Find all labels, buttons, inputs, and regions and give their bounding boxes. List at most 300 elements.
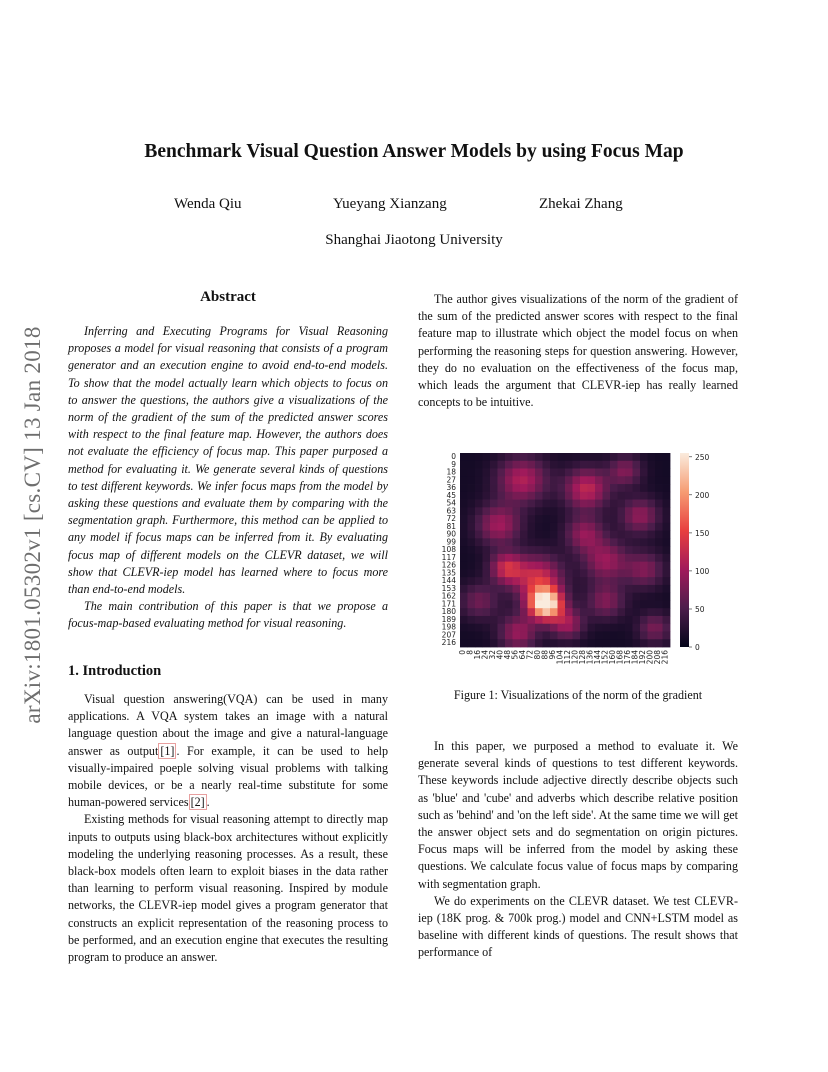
heatmap-cell [663,554,671,562]
heatmap-cell [535,531,543,539]
heatmap-cell [490,507,498,515]
heatmap-cell [565,562,573,570]
heatmap-cell [588,500,596,508]
x-tick-label: 144 [593,650,602,664]
heatmap-cell [498,523,506,531]
heatmap-cell [633,577,641,585]
heatmap-cell [460,461,468,469]
heatmap-cell [610,461,618,469]
x-tick-label: 88 [540,650,550,660]
heatmap-cell [603,476,611,484]
heatmap-cell [468,616,476,624]
heatmap-cell [498,461,506,469]
heatmap-cell [505,538,513,546]
heatmap-cell [648,507,656,515]
heatmap-cell [528,585,536,593]
heatmap-cell [498,624,506,632]
heatmap-cell [468,515,476,523]
heatmap-cell [513,523,521,531]
x-tick-label: 208 [653,650,662,664]
heatmap-cell [520,507,528,515]
heatmap-cell [558,469,566,477]
heatmap-cell [550,531,558,539]
heatmap-cell [610,492,618,500]
heatmap-cell [610,507,618,515]
heatmap-cell [625,577,633,585]
heatmap-cell [513,616,521,624]
heatmap-cell [535,631,543,639]
heatmap-cell [460,554,468,562]
heatmap-cell [588,631,596,639]
heatmap-cell [543,577,551,585]
heatmap-cell [633,484,641,492]
heatmap-cell [640,492,648,500]
heatmap-cell [475,531,483,539]
x-tick-labels [458,650,670,664]
heatmap-cell [640,585,648,593]
heatmap-cell [625,554,633,562]
heatmap-cell [595,507,603,515]
heatmap-cell [610,631,618,639]
heatmap-cell [520,577,528,585]
heatmap-cell [468,492,476,500]
heatmap-cell [580,569,588,577]
heatmap-cell [603,546,611,554]
heatmap-cell [565,624,573,632]
heatmap-cell [513,538,521,546]
heatmap-cell [580,608,588,616]
heatmap-cell [603,507,611,515]
heatmap-cell [528,523,536,531]
heatmap-cell [535,500,543,508]
heatmap-cell [580,531,588,539]
heatmap-cell [528,608,536,616]
heatmap-cell [505,608,513,616]
heatmap-cell [520,600,528,608]
colorbar-tick-label: 150 [695,528,710,538]
heatmap-cell [475,538,483,546]
heatmap-cell [633,616,641,624]
heatmap-cell [513,631,521,639]
heatmap-cell [588,569,596,577]
colorbar-tick-label: 250 [695,452,710,462]
heatmap-cell [595,577,603,585]
heatmap-cell [483,593,491,601]
heatmap-cell [663,507,671,515]
heatmap-cell [550,624,558,632]
heatmap-cell [550,515,558,523]
heatmap-cell [498,616,506,624]
author-2: Yueyang Xianzang [333,196,447,212]
y-tick-label: 207 [441,630,456,640]
heatmap-cell [475,546,483,554]
x-tick-label: 160 [608,650,617,664]
heatmap-cell [633,531,641,539]
heatmap-cell [595,515,603,523]
heatmap-cell [535,562,543,570]
heatmap-cell [558,461,566,469]
heatmap-cell [490,523,498,531]
citation-link-2[interactable]: [2] [190,795,205,810]
heatmap-cell [573,608,581,616]
heatmap-cell [580,616,588,624]
heatmap-cell [513,624,521,632]
heatmap-cell [558,453,566,461]
heatmap-cell [603,461,611,469]
heatmap-cell [573,469,581,477]
heatmap-cell [640,484,648,492]
heatmap-cell [468,546,476,554]
heatmap-cell [468,569,476,577]
heatmap-cell [663,639,671,647]
heatmap-cell [550,507,558,515]
heatmap-cell [588,608,596,616]
heatmap-cell [580,492,588,500]
heatmap-cell [558,585,566,593]
heatmap-cell [618,608,626,616]
heatmap-cell [633,453,641,461]
citation-link-1[interactable]: [1] [160,743,175,758]
y-tick-label: 117 [441,552,456,562]
heatmap-cell [618,546,626,554]
heatmap-cell [580,515,588,523]
heatmap-cell [520,639,528,647]
heatmap-cell [573,569,581,577]
heatmap-cell [550,476,558,484]
heatmap-cell [460,608,468,616]
heatmap-cell [460,538,468,546]
heatmap-cell [655,631,663,639]
heatmap-cell [498,538,506,546]
heatmap-cell [610,515,618,523]
heatmap-cell [475,484,483,492]
heatmap-cell [505,461,513,469]
heatmap-cell [513,500,521,508]
heatmap-cell [520,484,528,492]
heatmap-cell [618,538,626,546]
heatmap-cell [558,492,566,500]
heatmap-cell [483,523,491,531]
heatmap-cell [490,469,498,477]
heatmap-cell [588,600,596,608]
heatmap-plot [460,453,670,647]
heatmap-cell [595,531,603,539]
heatmap-cell [483,639,491,647]
heatmap-cell [550,600,558,608]
heatmap-cell [640,476,648,484]
heatmap-cell [640,531,648,539]
heatmap-cell [610,608,618,616]
heatmap-cell [595,484,603,492]
right-paragraph-1: The author gives visualizations of the norm of the gradient of the sum of the predicted answer scores with respect to the final feature map to illustrate which object the model focus on when performing the reasoning steps for question answering. However, they do no evaluation on the effectiveness of the focus map, which leads the argument that CLEVR-iep has really learned concepts to be intuitive. [418,292,738,410]
x-tick-label: 16 [473,650,482,660]
heatmap-cell [625,608,633,616]
heatmap-cell [528,593,536,601]
heatmap-cell [460,624,468,632]
heatmap-cell [633,639,641,647]
heatmap-cell [505,593,513,601]
heatmap-cell [655,562,663,570]
heatmap-cell [610,531,618,539]
heatmap-cell [543,523,551,531]
heatmap-cell [558,600,566,608]
heatmap-cell [475,624,483,632]
heatmap-cell [528,461,536,469]
heatmap-cell [663,600,671,608]
y-tick-label: 45 [446,490,456,500]
heatmap-cell [498,639,506,647]
heatmap-cell [663,531,671,539]
heatmap-cell [610,538,618,546]
heatmap-cell [603,492,611,500]
heatmap-cell [663,453,671,461]
heatmap-cell [468,484,476,492]
heatmap-cell [550,616,558,624]
y-tick-label: 162 [441,591,456,601]
heatmap-cell [475,585,483,593]
right-paragraph-2: In this paper, we purposed a method to evaluate it. We generate several kinds of questions to test different keywords. These keywords include adjective directly describe objects such as 'blue' and 'cube' and adverbs which describe relative position such as 'behind' and 'on the left side'. At the same time we will get the answer object sets and do segmentation on origin pictures. Focus maps will be inferred from the model by asking these questions. We calculate focus value of focus maps by comparing with segmentation graph. [418,739,738,891]
heatmap-cell [580,484,588,492]
heatmap-cell [520,554,528,562]
heatmap-cell [565,577,573,585]
heatmap-cell [633,546,641,554]
heatmap-cell [498,546,506,554]
heatmap-cell [640,554,648,562]
heatmap-cell [573,523,581,531]
y-tick-label: 135 [441,568,456,578]
heatmap-cell [505,531,513,539]
heatmap-cell [543,585,551,593]
heatmap-cell [625,461,633,469]
heatmap-cell [640,631,648,639]
heatmap-cell [610,600,618,608]
heatmap-cell [498,453,506,461]
heatmap-cell [640,453,648,461]
heatmap-cell [663,569,671,577]
heatmap-cell [565,461,573,469]
heatmap-cell [483,484,491,492]
heatmap-cell [535,476,543,484]
heatmap-cell [663,492,671,500]
heatmap-cell [663,538,671,546]
heatmap-cell [610,577,618,585]
heatmap-cell [520,469,528,477]
heatmap-cell [528,531,536,539]
heatmap-cell [565,631,573,639]
heatmap-cell [468,507,476,515]
heatmap-cell [505,562,513,570]
heatmap-cell [520,631,528,639]
heatmap-cell [505,453,513,461]
heatmap-cell [543,554,551,562]
x-tick-label: 184 [630,650,640,664]
heatmap-cell [460,616,468,624]
x-tick-label: 72 [525,650,535,660]
intro-text-b: . For example, it can be used to help visually-impaired poeple solving visual problems with talking mobile devices, or be a nearly real-time substitute for some human-powered services [68,743,389,810]
heatmap-cell [588,538,596,546]
colorbar-tick-label: 50 [695,605,705,614]
heatmap-cell [543,616,551,624]
heatmap-cell [648,639,656,647]
heatmap-cell [535,515,543,523]
heatmap-cell [565,484,573,492]
heatmap-cell [520,523,528,531]
heatmap-cell [490,631,498,639]
heatmap-cell [655,500,663,508]
heatmap-cell [490,624,498,632]
heatmap-cell [625,484,633,492]
heatmap-cell [513,531,521,539]
heatmap-cell [625,593,633,601]
abstract-heading: Abstract [200,289,256,305]
heatmap-cell [490,492,498,500]
y-tick-label: 72 [446,514,456,524]
heatmap-cell [513,600,521,608]
heatmap-cell [595,562,603,570]
heatmap-cell [513,639,521,647]
heatmap-cell [468,593,476,601]
heatmap-cell [603,523,611,531]
heatmap-cell [490,546,498,554]
y-tick-label: 108 [441,545,456,555]
heatmap-cell [475,469,483,477]
heatmap-cell [610,546,618,554]
heatmap-cell [468,600,476,608]
heatmap-cell [640,600,648,608]
heatmap-cell [520,476,528,484]
heatmap-cell [558,593,566,601]
heatmap-cell [535,593,543,601]
heatmap-cell [483,624,491,632]
heatmap-cell [528,453,536,461]
heatmap-cell [603,624,611,632]
heatmap-cell [565,500,573,508]
heatmap-cell [633,593,641,601]
heatmap-cell [543,538,551,546]
heatmap-cell [640,461,648,469]
heatmap-cell [625,616,633,624]
heatmap-cell [603,585,611,593]
heatmap-cell [573,600,581,608]
heatmap-cell [475,639,483,647]
arxiv-identifier: arXiv:1801.05302v1 [cs.CV] 13 Jan 2018 [20,326,45,724]
heatmap-cell [595,523,603,531]
heatmap-cell [475,461,483,469]
heatmap-cell [550,593,558,601]
heatmap-cell [648,476,656,484]
heatmap-cell [535,469,543,477]
heatmap-cell [550,577,558,585]
heatmap-cell [580,624,588,632]
heatmap-cell [655,531,663,539]
y-tick-label: 54 [446,498,456,508]
heatmap-cell [505,469,513,477]
intro-text-a: Visual question answering(VQA) can be used in many applications. A VQA system takes an image with a natural language question about the image and give a natural-language answer as output [68,692,388,758]
heatmap-cell [468,523,476,531]
heatmap-cell [535,484,543,492]
heatmap-cell [460,484,468,492]
heatmap-cell [483,453,491,461]
heatmap-cell [498,484,506,492]
right-column-bottom [418,738,738,962]
heatmap-cell [633,523,641,531]
heatmap-cell [535,608,543,616]
heatmap-cell [498,585,506,593]
heatmap-cell [648,546,656,554]
heatmap-cell [573,546,581,554]
heatmap-cell [543,476,551,484]
heatmap-cell [580,593,588,601]
y-tick-label: 36 [446,483,456,492]
heatmap-cell [580,461,588,469]
heatmap-cell [610,476,618,484]
heatmap-cell [580,562,588,570]
heatmap-cell [528,600,536,608]
heatmap-cell [603,639,611,647]
y-tick-label: 153 [441,583,456,593]
heatmap-cell [580,585,588,593]
y-tick-label: 189 [441,615,456,624]
heatmap-cell [595,500,603,508]
heatmap-cell [580,469,588,477]
heatmap-cell [618,531,626,539]
x-tick-label: 168 [615,650,625,664]
heatmap-cell [610,585,618,593]
heatmap-cell [618,600,626,608]
heatmap-cell [640,523,648,531]
heatmap-cell [625,515,633,523]
heatmap-cell [565,608,573,616]
heatmap-cell [490,538,498,546]
heatmap-cell [633,500,641,508]
heatmap-cell [528,484,536,492]
heatmap-cell [603,608,611,616]
heatmap-cell [505,484,513,492]
heatmap-cell [513,461,521,469]
heatmap-cell [573,492,581,500]
heatmap-cell [460,577,468,585]
heatmap-cell [550,469,558,477]
heatmap-cell [520,500,528,508]
intro-paragraph-2: Existing methods for visual reasoning attempt to directly map inputs to outputs using black-box architectures without explicitly modeling the underlying reasoning processes. As a result, these black-box models often learn to exploit biases in the data rather than learning to perform visual reasoning. Inspired by module networks, the CLEVR-iep model gives a program generator that constructs an explicit representation of the reasoning process to be performed, and an execution engine that executes the resulting program to produce an answer. [68,812,388,965]
heatmap-cell [655,538,663,546]
heatmap-cell [633,600,641,608]
heatmap-cell [618,453,626,461]
heatmap-cell [663,523,671,531]
heatmap-cell [618,562,626,570]
heatmap-cell [603,593,611,601]
heatmap-cell [625,476,633,484]
heatmap-cell [595,631,603,639]
heatmap-cell [468,631,476,639]
heatmap-cell [648,616,656,624]
heatmap-cell [460,476,468,484]
heatmap-cell [595,639,603,647]
heatmap-cell [558,631,566,639]
abstract-body [68,323,388,633]
heatmap-cell [483,608,491,616]
heatmap-cell [633,476,641,484]
heatmap-cell [505,569,513,577]
heatmap-cell [565,639,573,647]
heatmap-cell [460,531,468,539]
heatmap-cell [633,538,641,546]
heatmap-cell [640,507,648,515]
y-tick-label: 144 [441,576,456,586]
heatmap-cell [460,569,468,577]
heatmap-cell [475,577,483,585]
heatmap-cell [655,546,663,554]
